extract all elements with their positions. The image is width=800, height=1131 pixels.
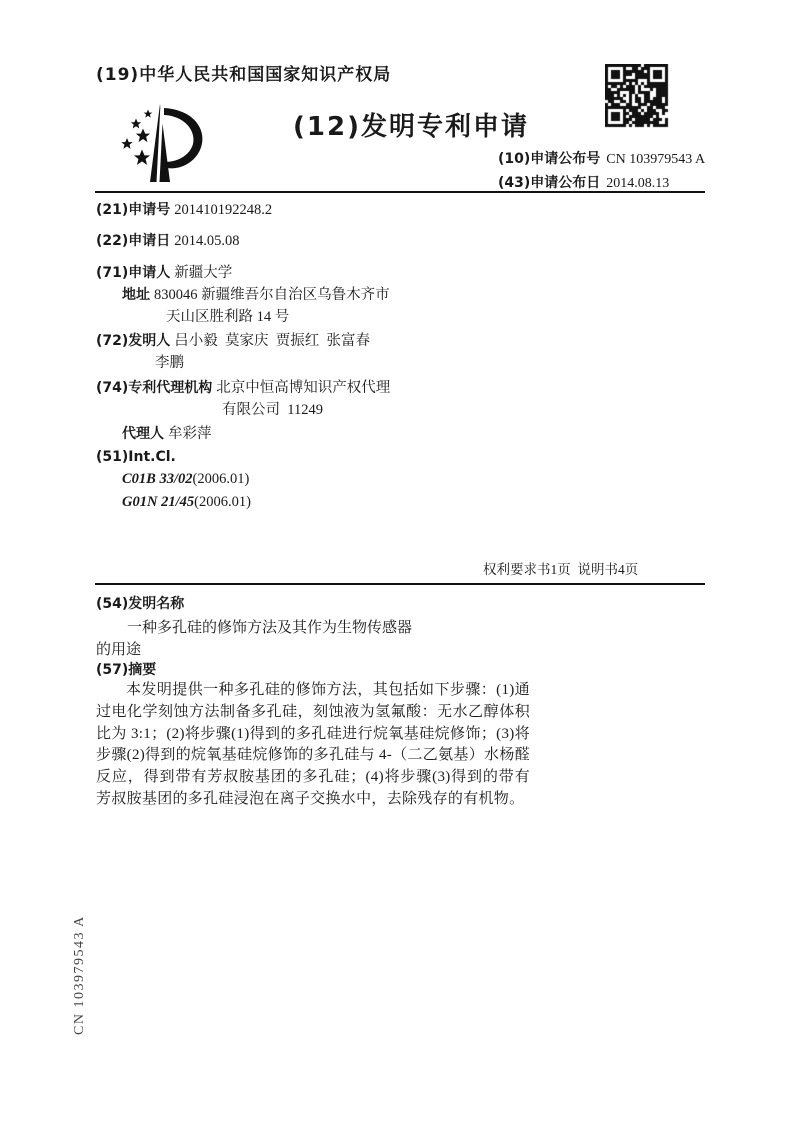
application-number-label: (21)申请号: [96, 202, 171, 218]
side-publication-number: CN 103979543 A: [72, 915, 87, 1035]
intcl-class-code: C01B 33/02: [122, 471, 193, 487]
application-date-label: (22)申请日: [96, 233, 171, 249]
field-intcl: [96, 448, 176, 466]
invention-title-label: (54)发明名称: [96, 596, 185, 612]
publication-date-row: [498, 172, 669, 192]
publication-number-label: (10)申请公布号: [498, 151, 601, 167]
abstract-label: (57)摘要: [96, 662, 157, 678]
invention-title-line1: 一种多孔硅的修饰方法及其作为生物传感器: [127, 620, 413, 636]
field-application-number: [96, 199, 272, 219]
publication-number-value: CN 103979543 A: [606, 152, 706, 167]
invention-title-line2: 的用途: [96, 642, 142, 658]
qr-code: [605, 64, 669, 133]
application-number-value: 201410192248.2: [174, 202, 273, 218]
field-address: [122, 283, 390, 304]
inventors-value: 吕小毅 莫家庆 贾振红 张富春: [174, 333, 371, 349]
applicant-value: 新疆大学: [174, 265, 233, 281]
document-type-title: (12)发明专利申请: [293, 112, 529, 142]
field-inventors: [96, 329, 370, 350]
intcl-class-version: (2006.01): [194, 494, 251, 510]
patent-office-name: (19)中华人民共和国国家知识产权局: [96, 65, 392, 85]
field-agent: [122, 422, 212, 443]
intcl-class-row: [122, 470, 249, 488]
agency-value-line2: 有限公司 11249: [222, 402, 323, 418]
intcl-label: (51)Int.Cl.: [96, 449, 176, 465]
field-agency: [96, 376, 390, 397]
field-applicant: [96, 261, 232, 282]
publication-date-label: (43)申请公布日: [498, 175, 601, 191]
header-divider-rule: [95, 191, 705, 193]
publication-number-row: [498, 148, 705, 168]
applicant-label: (71)申请人: [96, 265, 171, 281]
address-value: 830046 新疆维吾尔自治区乌鲁木齐市: [154, 287, 390, 303]
application-date-value: 2014.05.08: [174, 233, 240, 249]
agency-value: 北京中恒高博知识产权代理: [216, 380, 391, 396]
sipo-logo: [112, 102, 212, 191]
intcl-class-version: (2006.01): [192, 471, 250, 487]
publication-date-value: 2014.08.13: [606, 176, 670, 191]
field-application-date: [96, 230, 240, 250]
agent-label: 代理人: [122, 426, 164, 442]
inventors-label: (72)发明人: [96, 333, 171, 349]
inventors-value-line2: 李鹏: [155, 355, 184, 371]
abstract-text: 本发明提供一种多孔硅的修饰方法，其包括如下步骤：(1)通过电化学刻蚀方法制备多孔硅，刻蚀液为氢氟酸：无水乙醇体积比为 3:1；(2)将步骤(1)得到的多孔硅进行烷氧基硅烷修饰；(3)将步骤(2)得到的烷氧基硅烷修饰的多孔硅与 4-（二乙氨基）水杨醛反应，得到带有芳叔胺基团的多孔硅；(4)将步骤(3)得到的带有芳叔胺基团的多孔硅浸泡在离子交换水中，去除残存的有机物。: [96, 682, 530, 807]
agent-value: 牟彩萍: [168, 426, 212, 442]
section-divider-rule: [95, 583, 705, 585]
address-value-line2: 天山区胜利路 14 号: [166, 309, 290, 325]
address-label: 地址: [122, 287, 150, 303]
intcl-class-code: G01N 21/45: [122, 494, 195, 510]
intcl-class-row: [122, 493, 251, 511]
pages-info: 权利要求书1页 说明书4页: [483, 562, 639, 577]
agency-label: (74)专利代理机构: [96, 380, 213, 396]
